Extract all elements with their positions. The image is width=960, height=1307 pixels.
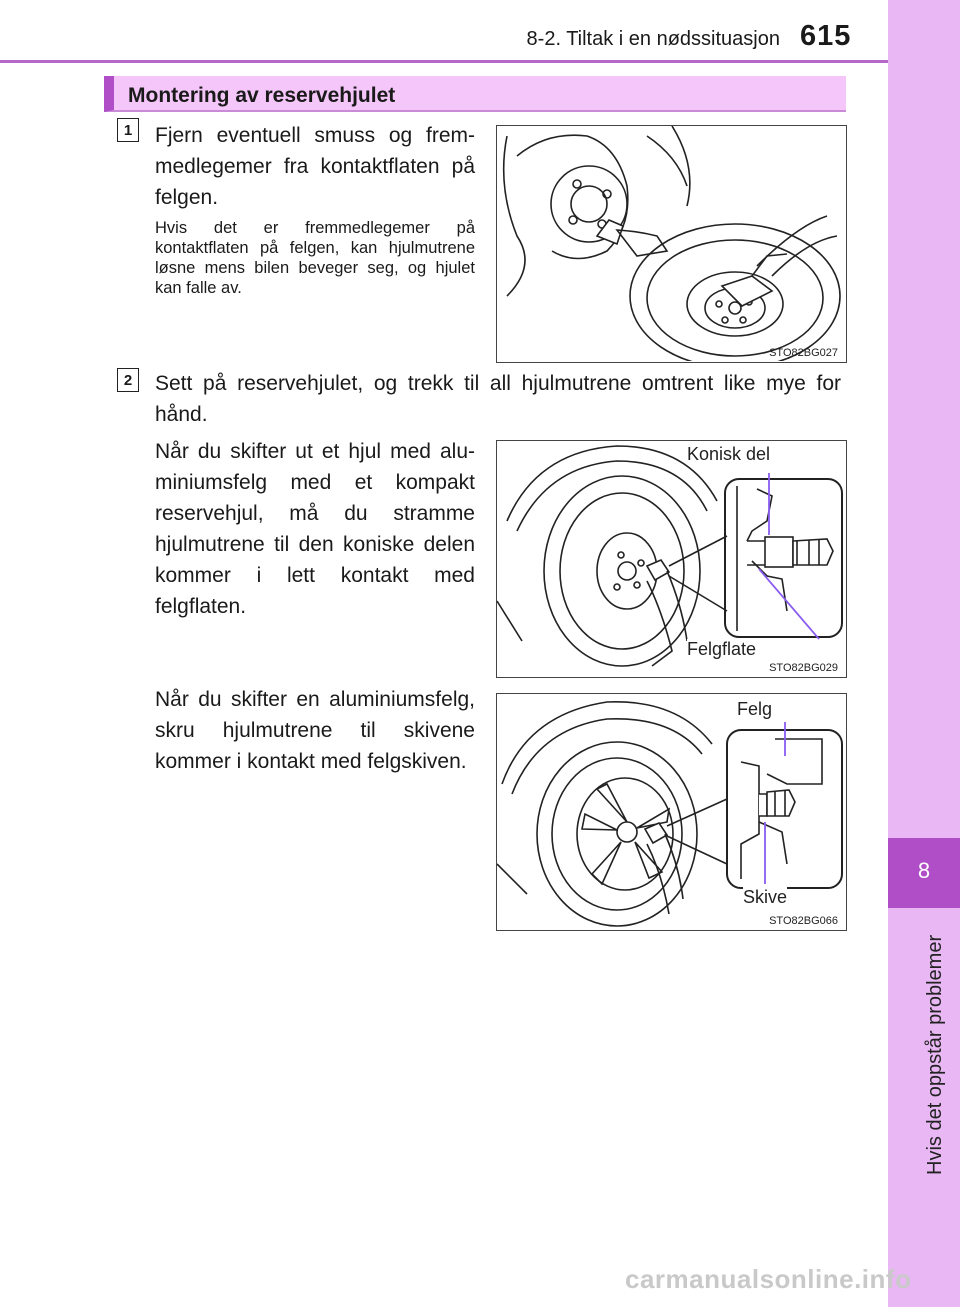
- label-wheel-contact-surface: Felgflate: [687, 639, 757, 659]
- page-number: 615: [800, 20, 852, 52]
- label-disc: Skive: [743, 887, 788, 907]
- step-badge-2: 2: [117, 368, 139, 392]
- wheel-cleaning-illustration: [497, 126, 845, 361]
- step-1-text: Fjern eventuell smuss og fremmedlegemer fra kontaktflaten på felgen.: [155, 124, 475, 209]
- step-2-para-compact-spare: Når du skifter ut et hjul med aluminiumsfelg med et kompakt reservehjul, må du stramme hjulmutrene til den koniske delen kommer i lett kontakt med felgflaten.: [155, 440, 475, 618]
- figure-code: STO82BG029: [769, 662, 838, 674]
- figure-washer-nut: [496, 693, 847, 931]
- washer-nut-illustration: [497, 694, 845, 929]
- figure-code: STO82BG027: [769, 347, 838, 359]
- chapter-title: Hvis det oppstår problemer: [924, 934, 946, 1175]
- label-rim: Felg: [737, 699, 773, 719]
- tapered-nut-illustration: [497, 441, 845, 676]
- chapter-number: 8: [917, 858, 931, 883]
- figure-clean-wheel: [496, 125, 847, 363]
- step-1-note: Hvis det er fremmedlegemer på kontaktflaten på felgen, kan hjulmutrene løsne mens bilen beveger seg, og hjulet kan falle av.: [155, 219, 475, 297]
- header-section-title: 8-2. Tiltak i en nødssituasjon: [526, 28, 780, 50]
- label-tapered-part: Konisk del: [687, 444, 771, 464]
- step-badge-1: 1: [117, 118, 139, 142]
- figure-code: STO82BG066: [769, 915, 838, 927]
- step-2-para-aluminum-wheel: Når du skifter en aluminiumsfelg, skru hjulmutrene til skivene kommer i kontakt med felgskiven.: [155, 688, 475, 773]
- section-title: Montering av reservehjulet: [128, 84, 396, 107]
- header-rule: [0, 60, 888, 63]
- watermark: carmanualsonline.info: [625, 1264, 912, 1294]
- figure-tapered-nut: [496, 440, 847, 678]
- step-2-text: Sett på reservehjulet, og trekk til all hjulmutrene omtrent like mye for hånd.: [155, 372, 841, 426]
